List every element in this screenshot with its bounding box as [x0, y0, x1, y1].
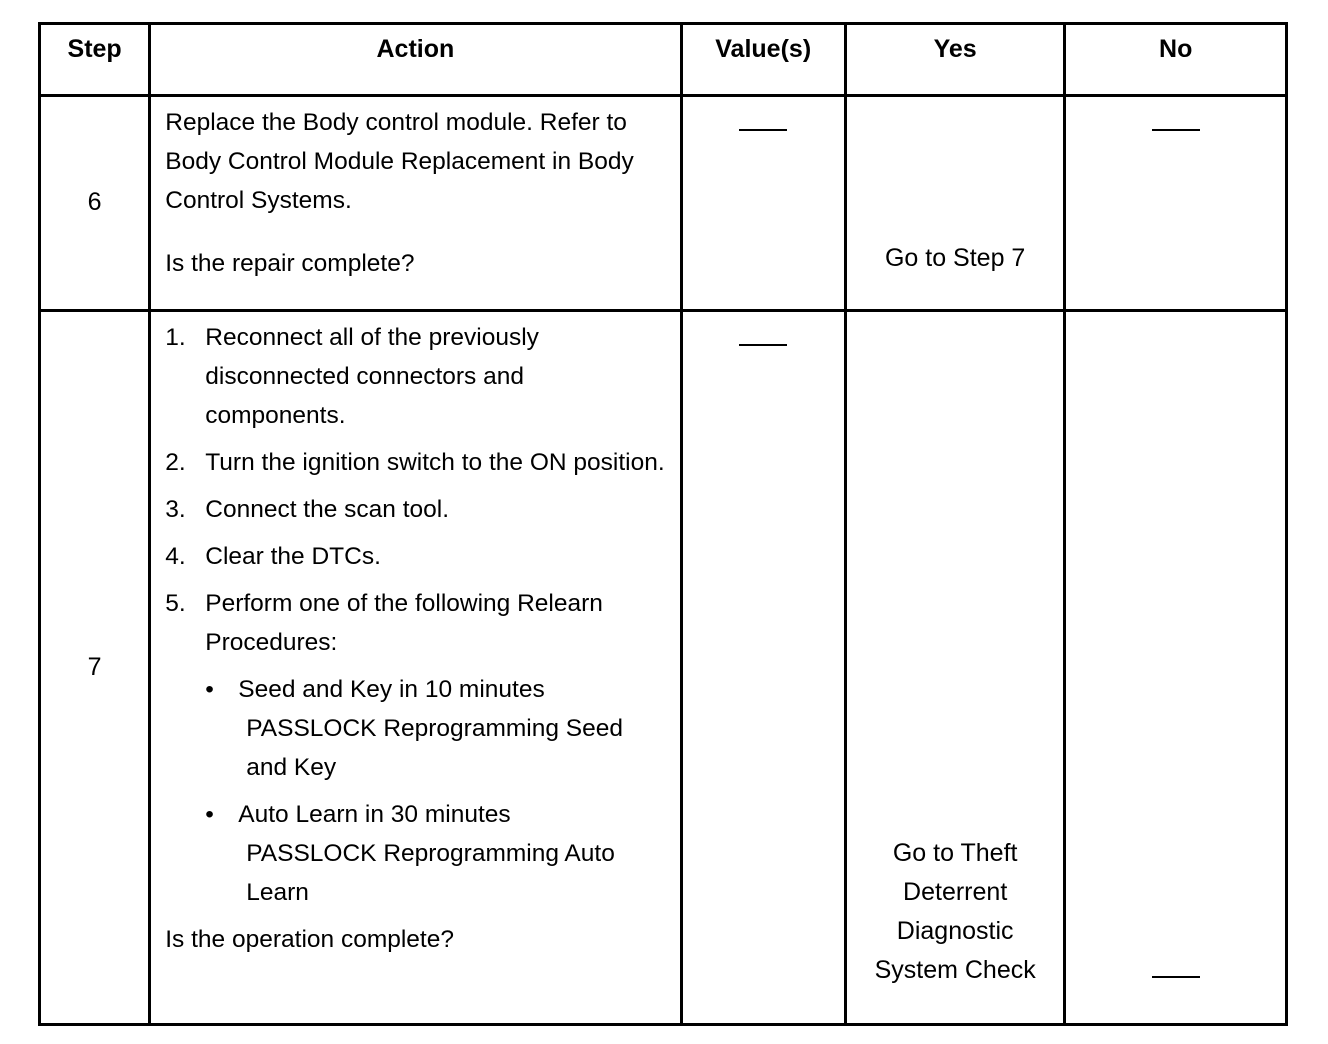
action-text: Replace the Body control module. Refer to Body Control Module Replacement in Body Control Systems. [165, 109, 634, 214]
list-item: • Auto Learn in 30 minutes PASSLOCK Reprogramming Auto Learn [205, 800, 615, 906]
yes-text: Go to Theft Deterrent Diagnostic System Check [874, 838, 1036, 984]
no-dash [1152, 976, 1200, 978]
diagnostic-table-container [38, 22, 1288, 1026]
header-step: Step [40, 24, 150, 96]
header-action: Action [150, 24, 681, 96]
diagnostic-table [38, 22, 1288, 1026]
list-item: 3. Connect the scan tool. [165, 495, 450, 523]
step-number: 7 [40, 310, 150, 1024]
value-dash [739, 344, 787, 346]
value-cell [681, 96, 845, 311]
table-row-step-6 [40, 96, 1287, 311]
list-item: 5. Perform one of the following Relearn Procedures: [165, 589, 603, 656]
list-item: • Seed and Key in 10 minutes PASSLOCK Reprogramming Seed and Key [205, 675, 623, 781]
no-cell [1065, 310, 1287, 1024]
table-row-step-7 [40, 310, 1287, 1024]
action-question: Is the repair complete? [165, 250, 415, 277]
value-cell [681, 310, 845, 1024]
yes-text: Go to Step 7 [884, 244, 1026, 272]
yes-cell [845, 96, 1065, 311]
action-question: Is the operation complete? [165, 925, 454, 953]
header-yes: Yes [845, 24, 1065, 96]
header-no: No [1065, 24, 1287, 96]
yes-cell [845, 310, 1065, 1024]
numbered-steps [165, 318, 669, 662]
action-cell [150, 96, 681, 311]
header-values: Value(s) [681, 24, 845, 96]
header-row [40, 24, 1287, 96]
action-cell [150, 310, 681, 1024]
no-cell [1065, 96, 1287, 311]
no-dash [1152, 129, 1200, 131]
list-item: 1. Reconnect all of the previously disconnected connectors and components. [165, 323, 539, 429]
list-item: 2. Turn the ignition switch to the ON position. [165, 448, 665, 476]
list-item: 4. Clear the DTCs. [165, 542, 381, 570]
value-dash [739, 129, 787, 131]
step-number: 6 [40, 96, 150, 311]
relearn-procedures [165, 670, 669, 912]
